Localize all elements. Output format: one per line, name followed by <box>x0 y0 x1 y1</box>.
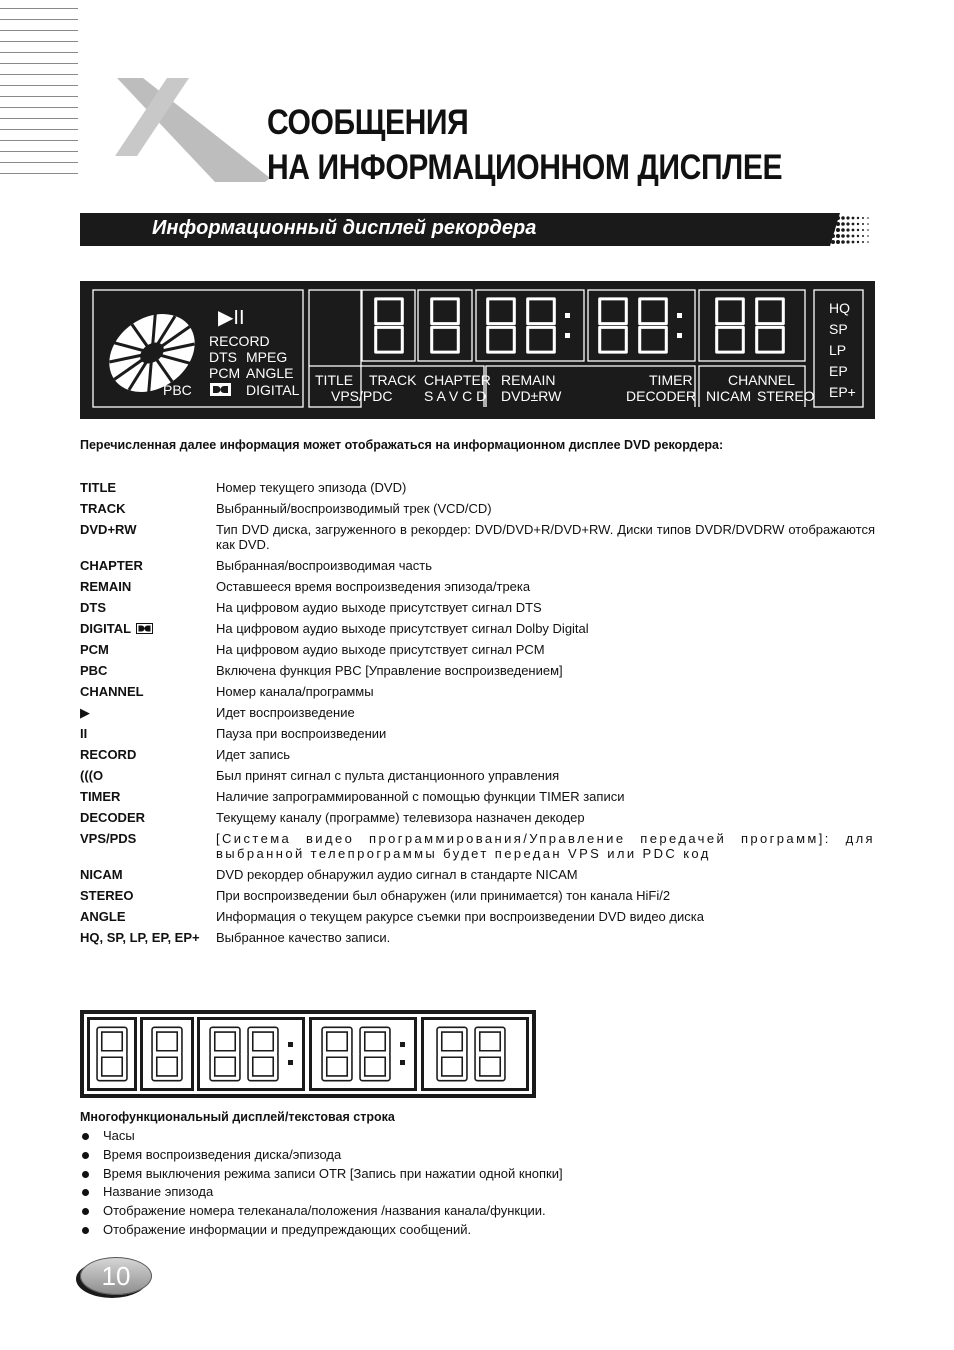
definition-row <box>80 684 875 699</box>
section-heading: Информационный дисплей рекордера <box>152 217 537 239</box>
display-lp: LP <box>829 342 847 358</box>
x-logo <box>105 78 275 188</box>
display-title: TITLE <box>315 372 354 388</box>
display-digital: DIGITAL <box>246 382 300 398</box>
definition-term: DIGITAL <box>80 621 132 636</box>
definition-row <box>80 558 875 573</box>
definition-term: TRACK <box>80 501 126 516</box>
definition-term: RECORD <box>80 747 137 762</box>
definition-term: VPS/PDS <box>80 831 137 846</box>
definition-row <box>80 909 875 924</box>
display-record: RECORD <box>209 333 270 349</box>
play-icon: ▶ <box>80 705 90 720</box>
definition-list <box>80 480 875 951</box>
definition-desc: Текущему каналу (программе) телевизора назначен декодер <box>216 810 585 825</box>
definition-desc: Был принят сигнал с пульта дистанционного управления <box>216 768 560 783</box>
definition-desc: Информация о текущем ракурсе съемки при воспроизведении DVD видео диска <box>216 909 704 924</box>
display-mpeg: MPEG <box>246 349 288 365</box>
definition-desc: Выбранная/воспроизводимая часть <box>216 558 432 573</box>
section-heading-bar <box>80 213 874 246</box>
display-dts: DTS <box>209 349 237 365</box>
definition-term: DECODER <box>80 810 146 825</box>
definition-desc: [Система видео программирования/Управление передачей программ]: для выбранной телепрограммы будет передан VPS или PDC код <box>216 831 875 861</box>
definition-row <box>80 789 875 804</box>
definition-desc: DVD рекордер обнаружил аудио сигнал в стандарте NICAM <box>216 867 578 882</box>
recorder-display <box>80 281 875 419</box>
play-pause-icon: ▶II <box>218 307 245 329</box>
dot-pattern-icon <box>830 213 874 246</box>
definition-term: NICAM <box>80 867 123 882</box>
display-channel: CHANNEL <box>728 372 795 388</box>
definition-row <box>80 480 875 495</box>
definition-row <box>80 522 875 552</box>
definition-row <box>80 867 875 882</box>
definition-desc: Номер текущего эпизода (DVD) <box>216 480 407 495</box>
remote-signal-icon: (((O <box>80 768 104 783</box>
multifunction-heading: Многофункциональный дисплей/текстовая строка <box>80 1110 395 1124</box>
definition-term-digital <box>80 621 216 636</box>
display-ep-plus: EP+ <box>829 384 856 400</box>
definition-term: DTS <box>80 600 106 615</box>
list-item: Название эпизода <box>80 1183 563 1202</box>
display-stereo: STEREO <box>757 388 815 404</box>
definition-row <box>80 501 875 516</box>
definition-desc: На цифровом аудио выходе присутствует сигнал PCM <box>216 642 545 657</box>
page-number: 10 <box>80 1257 152 1295</box>
list-item: Отображение номера телеканала/положения /названия канала/функции. <box>80 1202 563 1221</box>
definition-desc: На цифровом аудио выходе присутствует сигнал Dolby Digital <box>216 621 589 636</box>
display-pbc: PBC <box>163 382 192 398</box>
page-title-line2: НА ИНФОРМАЦИОННОМ ДИСПЛЕЕ <box>267 148 783 187</box>
definition-desc: На цифровом аудио выходе присутствует сигнал DTS <box>216 600 542 615</box>
display-pcm: PCM <box>209 365 241 381</box>
display-nicam: NICAM <box>706 388 752 404</box>
definition-term: CHANNEL <box>80 684 144 699</box>
definition-row <box>80 768 875 783</box>
definition-row <box>80 621 875 636</box>
dolby-icon <box>136 623 153 634</box>
definition-row <box>80 663 875 678</box>
definition-desc: Тип DVD диска, загруженного в рекордер: DVD/DVD+R/DVD+RW. Диски типов DVDR/DVDRW отображаются как DVD. <box>216 522 875 552</box>
display-angle: ANGLE <box>246 365 294 381</box>
definition-desc: Наличие запрограммированной с помощью функции TIMER записи <box>216 789 625 804</box>
list-item: Время выключения режима записи OTR [Запись при нажатии одной кнопки] <box>80 1165 563 1184</box>
intro-text: Перечисленная далее информация может отображаться на информационном дисплее DVD рекордера: <box>80 438 724 452</box>
definition-term: TITLE <box>80 480 117 495</box>
definition-term: TIMER <box>80 789 121 804</box>
definition-desc: Оставшееся время воспроизведения эпизода/трека <box>216 579 531 594</box>
definition-row <box>80 579 875 594</box>
definition-term: CHAPTER <box>80 558 143 573</box>
display-sp: SP <box>829 321 848 337</box>
definition-row <box>80 726 875 741</box>
display-svcd: S A V C D <box>424 388 487 404</box>
definition-desc: Идет запись <box>216 747 291 762</box>
dolby-icon <box>210 383 231 396</box>
definition-row <box>80 831 875 861</box>
list-item: Часы <box>80 1127 563 1146</box>
display-track: TRACK <box>369 372 417 388</box>
display-ep: EP <box>829 363 848 379</box>
definition-desc: Идет воспроизведение <box>216 705 355 720</box>
definition-term: ANGLE <box>80 909 126 924</box>
multifunction-display <box>80 1010 536 1098</box>
list-item: Время воспроизведения диска/эпизода <box>80 1146 563 1165</box>
definition-term: PBC <box>80 663 108 678</box>
list-item: Отображение информации и предупреждающих сообщений. <box>80 1221 563 1240</box>
definition-row <box>80 600 875 615</box>
definition-desc: Пауза при воспроизведении <box>216 726 387 741</box>
page-title-line1: СООБЩЕНИЯ <box>267 103 469 142</box>
definition-desc: Номер канала/программы <box>216 684 374 699</box>
definition-desc: Включена функция PBC [Управление воспроизведением] <box>216 663 563 678</box>
multifunction-list <box>80 1127 563 1240</box>
display-timer: TIMER <box>649 372 693 388</box>
definition-desc: Выбранное качество записи. <box>216 930 391 945</box>
definition-term: STEREO <box>80 888 134 903</box>
display-hq: HQ <box>829 300 850 316</box>
definition-term: REMAIN <box>80 579 132 594</box>
display-dvd-rw: DVD±RW <box>501 388 562 404</box>
display-decoder: DECODER <box>626 388 697 404</box>
display-vps-pdc: VPS/PDC <box>331 388 393 404</box>
definition-term: HQ, SP, LP, EP, EP+ <box>80 930 200 945</box>
definition-term: DVD+RW <box>80 522 137 537</box>
definition-row <box>80 705 875 720</box>
definition-desc: Выбранный/воспроизводимый трек (VCD/CD) <box>216 501 492 516</box>
display-chapter: CHAPTER <box>424 372 491 388</box>
page-title <box>267 100 782 190</box>
definition-row <box>80 747 875 762</box>
definition-row <box>80 642 875 657</box>
decorative-lines <box>0 8 78 184</box>
definition-row <box>80 930 875 945</box>
definition-row <box>80 888 875 903</box>
pause-icon: II <box>80 726 88 741</box>
definition-desc: При воспроизведении был обнаружен (или принимается) тон канала HiFi/2 <box>216 888 671 903</box>
definition-row <box>80 810 875 825</box>
display-remain: REMAIN <box>501 372 556 388</box>
definition-term: PCM <box>80 642 109 657</box>
